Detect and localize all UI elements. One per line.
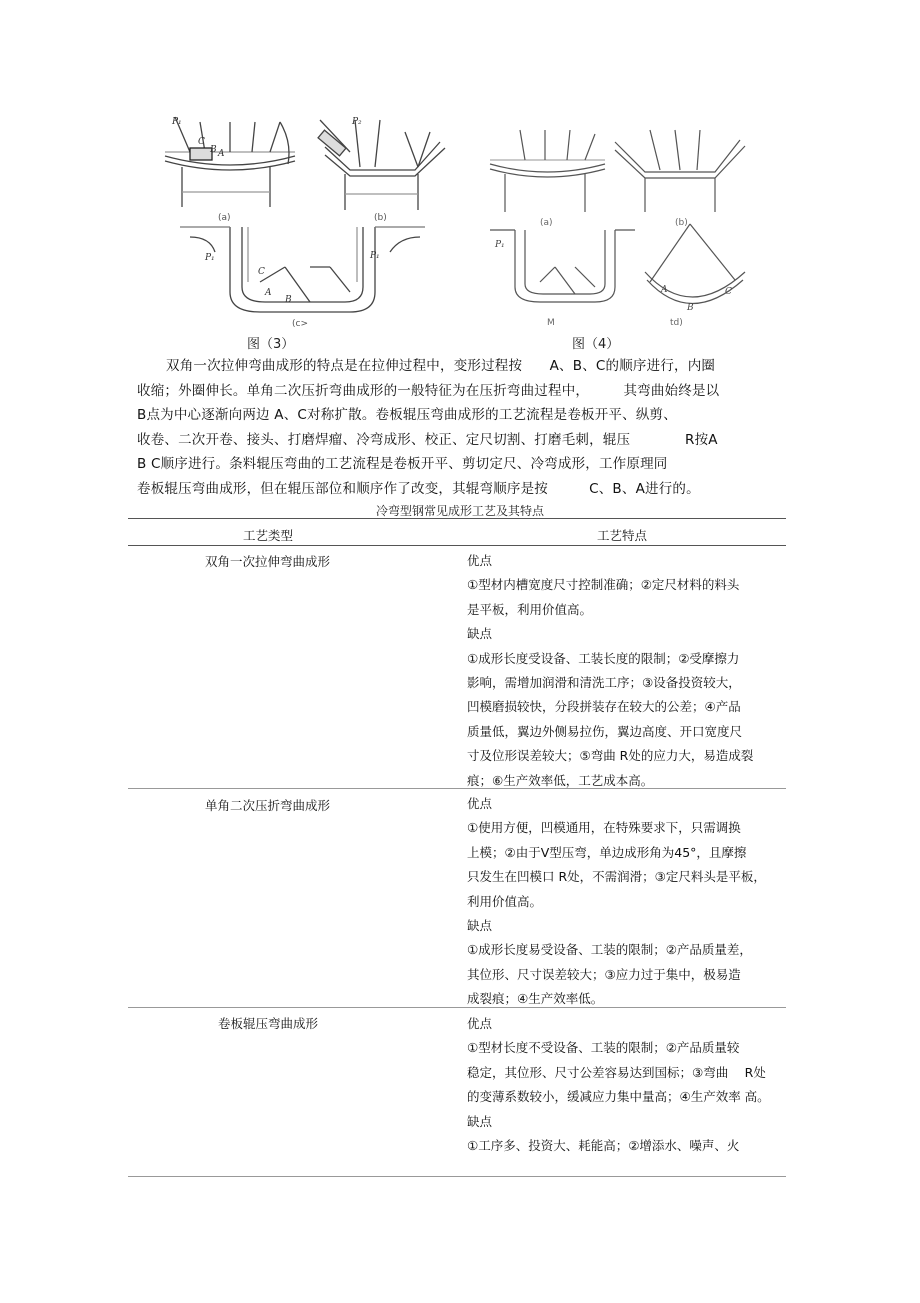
feature-line: 其位形、尺寸误差较大；③应力过于集中，极易造 [467, 966, 741, 982]
feature-line: ①使用方便，凹模通用，在特殊要求下，只需调换 [467, 820, 741, 836]
feature-line: 上模；②由于V型压弯，单边成形角为45°，且摩擦 [467, 844, 747, 860]
fig3-a-p-label: P₁ [172, 117, 182, 127]
fig3-caption-a: (a) [218, 213, 231, 223]
paragraph-line: 收缩；外圈伸长。单角二次压折弯曲成形的一般特征为在压折弯曲过程中， 其弯曲始终是以 [137, 382, 720, 399]
fig3-c-left-p-label: P₁ [205, 253, 215, 263]
figure-4-diagram [485, 122, 765, 332]
feature-line: 缺点 [467, 626, 493, 642]
feature-line: 质量低，翼边外侧易拉伤，翼边高度、开口宽度尺 [467, 723, 743, 739]
paragraph-line: B点为中心逐渐向两边 A、C对称扩散。卷板辊压弯曲成形的工艺流程是卷板开平、纵剪、 [137, 407, 677, 423]
figure-4-caption: 图（4） [572, 337, 620, 352]
paragraph-line: 收卷、二次开卷、接头、打磨焊瘤、冷弯成形、校正、定尺切割、打磨毛刺，辊压 R按A [137, 431, 718, 448]
fig4-p-label: P₁ [495, 240, 505, 250]
row-1-type: 双角一次拉伸弯曲成形 [205, 554, 331, 569]
table-top-rule [128, 518, 786, 519]
fig3-caption-b: (b) [374, 213, 387, 223]
fig4-panel-a [490, 130, 605, 212]
feature-line: ①工序多、投资大、耗能高；②增添水、噪声、火 [467, 1138, 740, 1154]
row-2-type: 单角二次压折弯曲成形 [205, 798, 331, 813]
fig4-c-label: C [725, 287, 732, 297]
fig3-panel-c [180, 227, 425, 312]
figure-3-caption: 图（3） [247, 337, 295, 352]
fig4-caption-d: td) [670, 318, 683, 328]
feature-line: 优点 [467, 553, 493, 568]
feature-line: ①型材长度不受设备、工装的限制；②产品质量较 [467, 1040, 740, 1056]
paragraph-line: 双角一次拉伸弯曲成形的特点是在拉伸过程中，变形过程按 A、B、C的顺序进行，内圈 [166, 358, 716, 374]
table-bottom-rule [128, 1176, 786, 1177]
fig3-b-label: B [210, 145, 217, 155]
feature-line: ①成形长度易受设备、工装的限制；②产品质量差， [467, 942, 752, 958]
fig4-caption-c: M [547, 318, 555, 328]
fig3-c-label: C [198, 137, 205, 147]
fig3-a-label: A [218, 149, 225, 159]
table-title: 冷弯型钢常见成形工艺及其特点 [375, 504, 544, 518]
feature-line: 稳定，其位形、尺寸公差容易达到国标；③弯曲 R处 [467, 1064, 766, 1080]
feature-line: 影响，需增加润滑和清洗工序；③设备投资较大， [467, 675, 741, 691]
fig4-panel-c [490, 230, 635, 302]
row-3-type: 卷板辊压弯曲成形 [218, 1016, 319, 1031]
row-1-features [467, 549, 787, 793]
feature-line: 痕；⑥生产效率低，工艺成本高。 [467, 772, 654, 788]
header-rule [128, 545, 786, 546]
fig3-caption-c: (c> [292, 319, 309, 329]
fig3-c-c-label: C [258, 267, 265, 277]
row-3-features [467, 1012, 787, 1158]
fig3-c-a-label: A [265, 288, 272, 298]
feature-line: 寸及位形误差较大；⑤弯曲 R处的应力大，易造成裂 [467, 748, 754, 764]
feature-line: 成裂痕；④生产效率低。 [467, 991, 604, 1007]
feature-line: ①型材内槽宽度尺寸控制准确；②定尺材料的料头 [467, 577, 740, 593]
fig4-caption-a: (a) [540, 218, 553, 228]
fig4-caption-b: (b) [675, 218, 688, 228]
fig3-panel-a [165, 117, 295, 207]
feature-line: 优点 [467, 796, 493, 811]
fig4-panel-b [615, 130, 745, 212]
row-2-features [467, 792, 787, 1012]
fig4-b-label: B [687, 303, 694, 313]
fig3-c-b-label: B [285, 295, 292, 305]
fig3-panel-b [318, 120, 445, 210]
feature-line: 的变薄系数较小，缓减应力集中量高；④生产效率 高。 [467, 1089, 770, 1105]
feature-line: 缺点 [467, 918, 493, 934]
fig3-c-right-p-label: P₁ [370, 251, 380, 261]
feature-line: ①成形长度受设备、工装长度的限制；②受摩擦力 [467, 650, 740, 666]
paragraph-line: B C顺序进行。条料辊压弯曲的工艺流程是卷板开平、剪切定尺、冷弯成形，工作原理同 [137, 456, 668, 472]
feature-line: 利用价值高。 [467, 893, 543, 909]
body-paragraph [137, 354, 777, 501]
feature-line: 只发生在凹模口 R处，不需润滑；③定尺料头是平板， [467, 869, 766, 885]
feature-line: 缺点 [467, 1113, 493, 1129]
fig3-b-p-label: P₂ [352, 117, 362, 127]
row-divider [128, 1007, 786, 1008]
fig4-a-label: A [661, 285, 668, 295]
feature-line: 凹模磨损较快，分段拼装存在较大的公差；④产品 [467, 699, 741, 715]
row-divider [128, 788, 786, 789]
paragraph-line: 卷板辊压弯曲成形，但在辊压部位和顺序作了改变，其辊弯顺序是按 C、B、A进行的。 [137, 480, 700, 497]
header-features: 工艺特点 [597, 528, 648, 543]
header-type: 工艺类型 [243, 528, 294, 543]
feature-line: 是平板，利用价值高。 [467, 601, 593, 617]
feature-line: 优点 [467, 1016, 493, 1031]
figure-3-diagram [160, 112, 460, 332]
